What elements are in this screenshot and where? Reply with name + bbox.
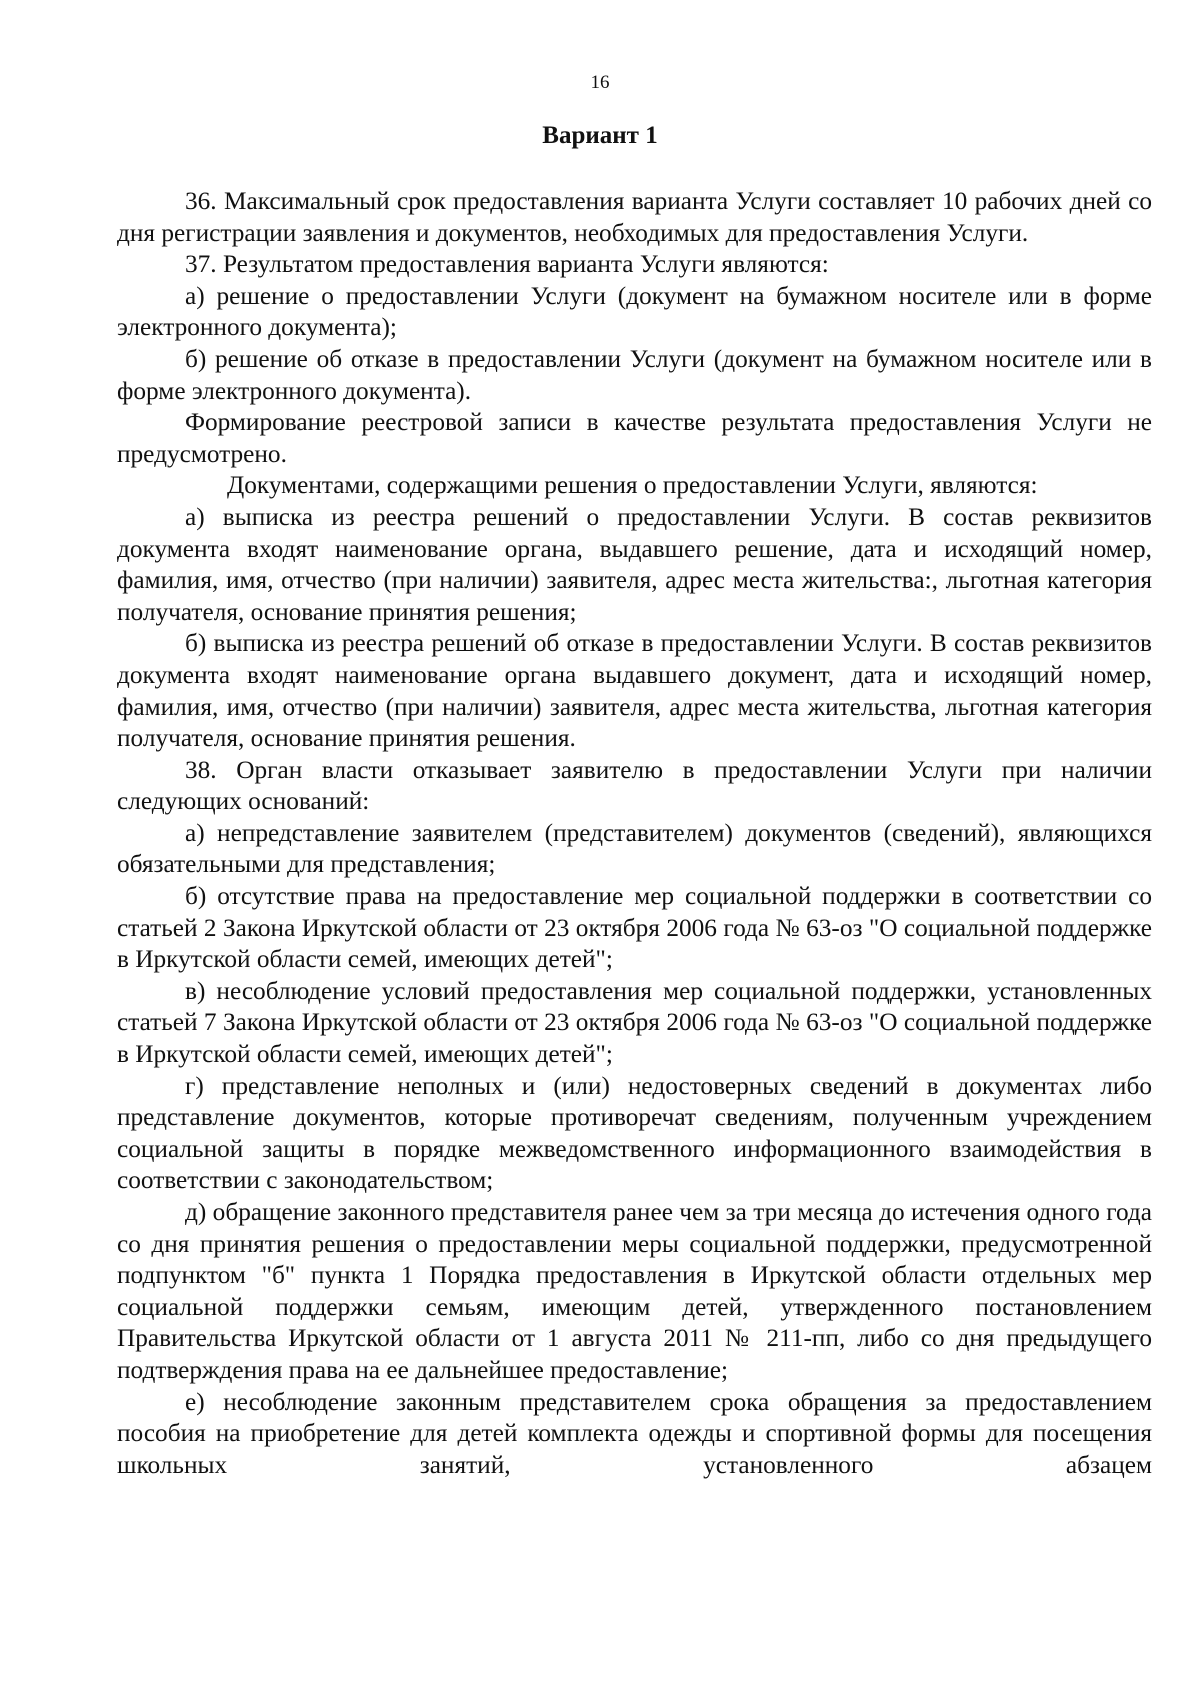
paragraph-documents-a: а) выписка из реестра решений о предоставлении Услуги. В состав реквизитов документа входят наименование органа, выдавшего решение, дата и исходящий номер, фамилия, имя, отчество (при наличии) заявителя, адрес места жительства:, льготная категория получателя, основание принятия решения; bbox=[117, 502, 1152, 626]
paragraph-38-a: а) непредставление заявителем (представителем) документов (сведений), являющихся обязательными для представления; bbox=[117, 818, 1152, 879]
paragraph-38: 38. Орган власти отказывает заявителю в предоставлении Услуги при наличии следующих оснований: bbox=[117, 755, 1152, 816]
paragraph-documents-intro: Документами, содержащими решения о предоставлении Услуги, являются: bbox=[227, 471, 1038, 500]
page-number: 16 bbox=[590, 72, 610, 93]
paragraph-37-b: б) решение об отказе в предоставлении Услуги (документ на бумажном носителе или в форме электронного документа). bbox=[117, 344, 1152, 405]
paragraph-registry-note: Формирование реестровой записи в качестве результата предоставления Услуги не предусмотрено. bbox=[117, 408, 1152, 468]
paragraph-38-d: д) обращение законного представителя ранее чем за три месяца до истечения одного года со дня принятия решения о предоставлении меры социальной поддержки, предусмотренной подпунктом "б" пункта 1 Порядка предоставления в Иркутской области отдельных мер социальной поддержки семьям, имеющим детей, утвержденного постановлением Правительства Иркутской области от 1 августа 2011 № 211-пп, либо со дня предыдущего подтверждения права на ее дальнейшее предоставление; bbox=[117, 1198, 1152, 1384]
paragraph-38-v: в) несоблюдение условий предоставления мер социальной поддержки, установленных статьей 7 Закона Иркутской области от 23 октября 2006 года № 63-оз "О социальной поддержке в Иркутской области семей, имеющих детей"; bbox=[117, 976, 1152, 1069]
paragraph-37: 37. Результатом предоставления варианта Услуги являются: bbox=[185, 250, 829, 279]
section-heading: Вариант 1 bbox=[542, 122, 658, 149]
paragraph-36: 36. Максимальный срок предоставления варианта Услуги составляет 10 рабочих дней со дня регистрации заявления и документов, необходимых для предоставления Услуги. bbox=[117, 187, 1152, 247]
paragraph-37-a: а) решение о предоставлении Услуги (документ на бумажном носителе или в форме электронного документа); bbox=[117, 281, 1152, 342]
paragraph-documents-b: б) выписка из реестра решений об отказе в предоставлении Услуги. В состав реквизитов документа входят наименование органа выдавшего документ, дата и исходящий номер, фамилия, имя, отчество (при наличии) заявителя, адрес места жительства, льготная категория получателя, основание принятия решения. bbox=[117, 629, 1152, 753]
paragraph-38-b: б) отсутствие права на предоставление мер социальной поддержки в соответствии со статьей 2 Закона Иркутской области от 23 октября 2006 года № 63-оз "О социальной поддержке в Иркутской области семей, имеющих детей"; bbox=[117, 882, 1152, 974]
body-text bbox=[117, 186, 1152, 1481]
paragraph-38-g: г) представление неполных и (или) недостоверных сведений в документах либо представление документов, которые противоречат сведениям, полученным учреждением социальной защиты в порядке межведомственного информационного взаимодействия в соответствии с законодательством; bbox=[117, 1071, 1152, 1195]
paragraph-38-e: е) несоблюдение законным представителем срока обращения за предоставлением пособия на приобретение для детей комплекта одежды и спортивной формы для посещения школьных занятий, установленного абзацем bbox=[117, 1387, 1152, 1479]
